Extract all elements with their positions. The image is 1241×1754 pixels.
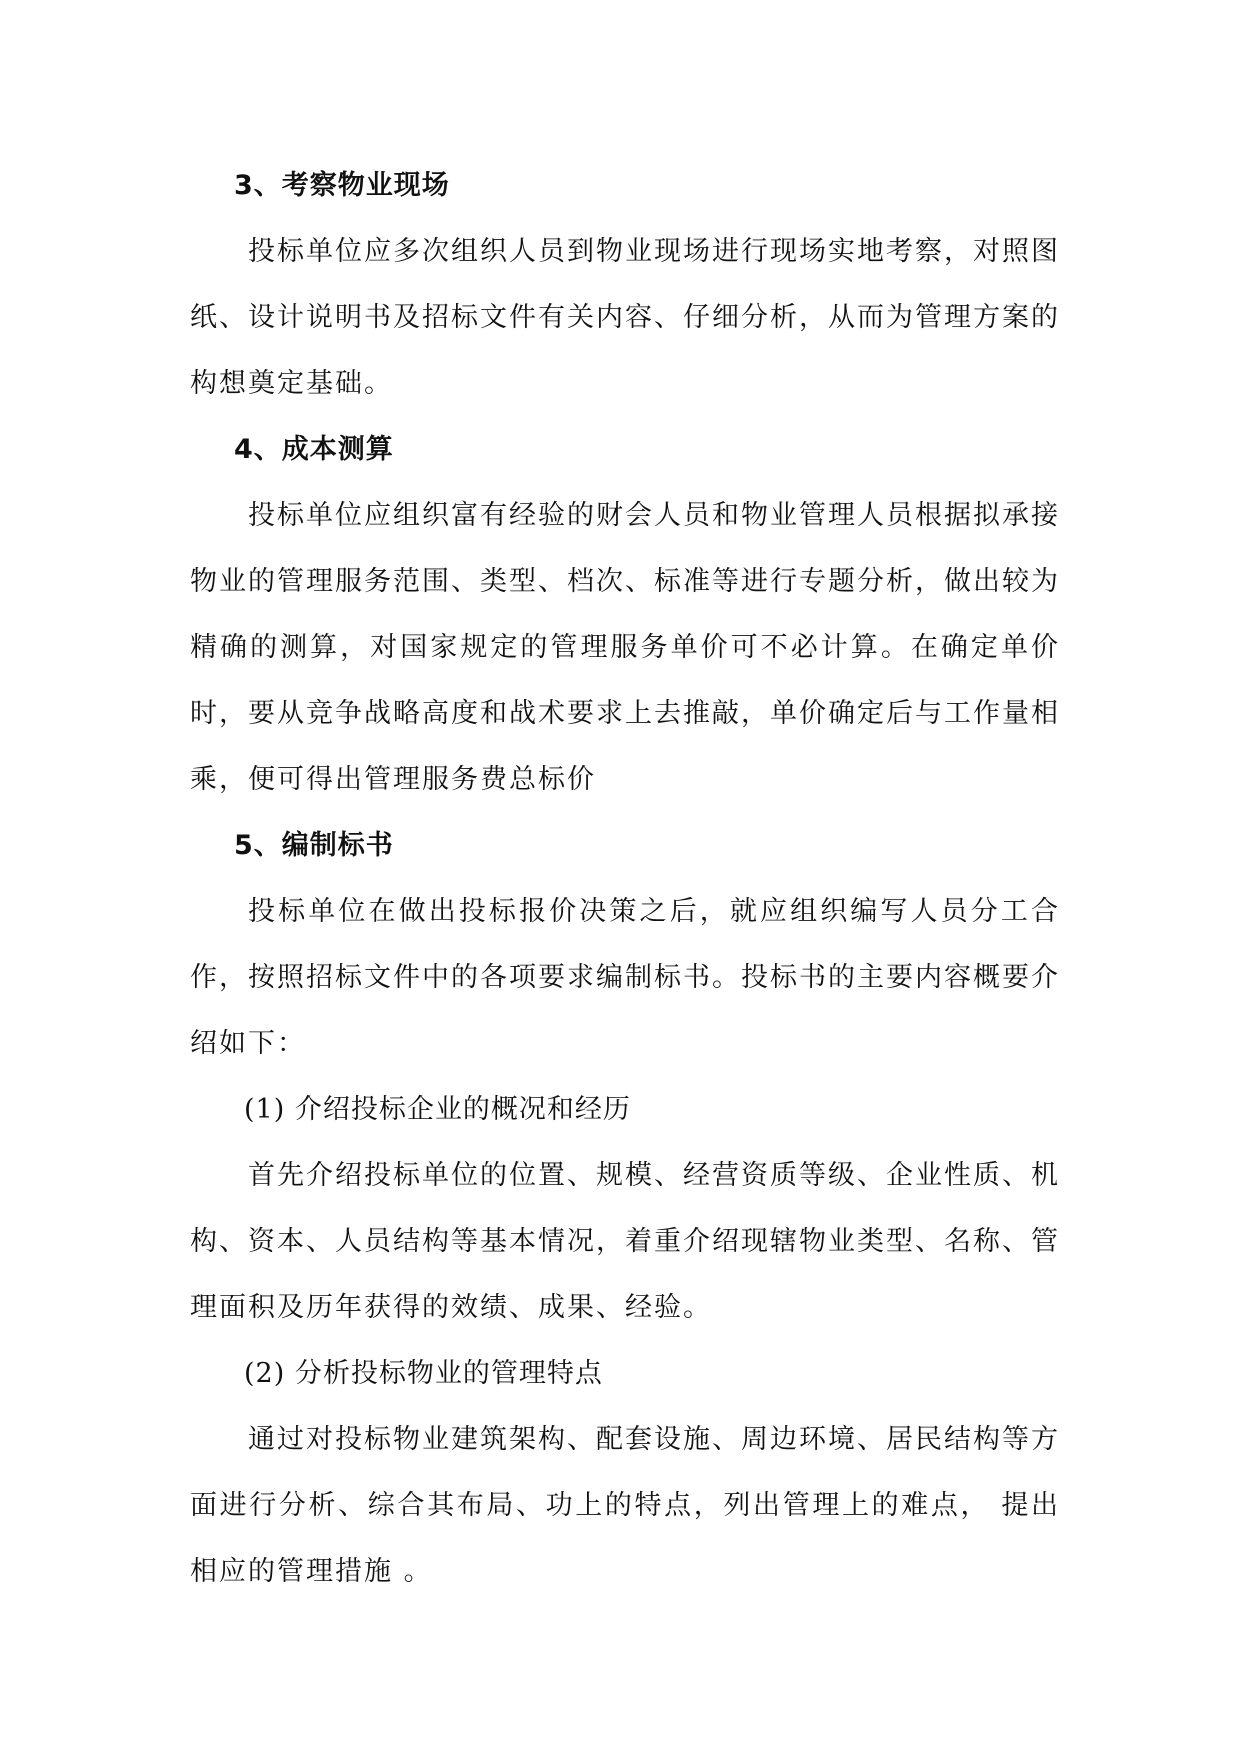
section-5-paragraph-analysis: 通过对投标物业建筑架构、配套设施、周边环境、居民结构等方面进行分析、综合其布局、功上的特点，列出管理上的难点， 提出相应的管理措施 。 (190, 1424, 1060, 1587)
document-page (190, 153, 1060, 1605)
section-4-paragraph: 投标单位应组织富有经验的财会人员和物业管理人员根据拟承接物业的管理服务范围、类型、档次、标准等进行专题分析，做出较为精确的测算，对国家规定的管理服务单价可不必计算。在确定单价时，要从竞争战略高度和战术要求上去推敲，单价确定后与工作量相乘，便可得出管理服务费总标价 (190, 500, 1060, 795)
section-5-paragraph-company: 首先介绍投标单位的位置、规模、经营资质等级、企业性质、机构、资本、人员结构等基本情况，着重介绍现辖物业类型、名称、管理面积及历年获得的效绩、成果、经验。 (190, 1160, 1060, 1323)
section-5-heading: 5、编制标书 (234, 830, 394, 861)
section-5-paragraph-intro: 投标单位在做出投标报价决策之后，就应组织编写人员分工合作，按照招标文件中的各项要求编制标书。投标书的主要内容概要介绍如下： (190, 896, 1060, 1059)
section-5-subheading-1: (1) 介绍投标企业的概况和经历 (244, 1094, 631, 1125)
section-4-heading: 4、成本测算 (234, 434, 394, 465)
section-5-subheading-2: (2) 分析投标物业的管理特点 (244, 1358, 603, 1389)
section-3-heading: 3、考察物业现场 (234, 170, 450, 201)
section-3-paragraph: 投标单位应多次组织人员到物业现场进行现场实地考察，对照图纸、设计说明书及招标文件有关内容、仔细分析，从而为管理方案的构想奠定基础。 (190, 236, 1060, 399)
